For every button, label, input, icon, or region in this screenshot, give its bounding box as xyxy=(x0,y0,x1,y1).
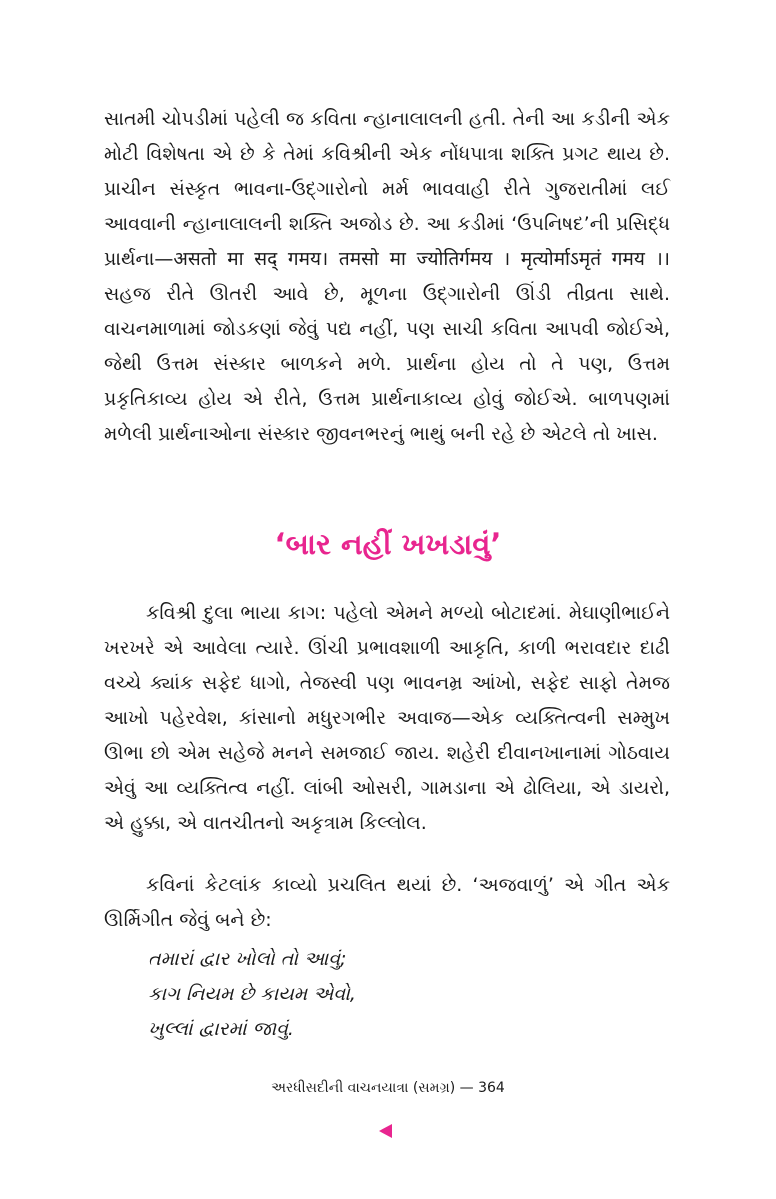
paragraph-2: કવિશ્રી દુલા ભાયા કાગ: પહેલો એમને મળ્યો બોટાદમાં. મેઘાણીભાઈને ખરખરે એ આવેલા ત્યારે. ઊંચી પ્રભાવશાળી આકૃતિ, કાળી ભરાવદાર દાઢી વચ્ચે ક્યાંક સફેદ ધાગો, તેજસ્વી પણ ભાવનમ્ર આંખો, સફેદ સાફો તેમજ આખો પહેરવેશ, કાંસાનો મધુરગભીર અવાજ—એક વ્યક્તિત્વની સમ્મુખ ઊભા છો એમ સહેજે મનને સમજાઈ જાય. શહેરી દીવાનખાનામાં ગોઠવાય એવું આ વ્યક્તિત્વ નહીં. લાંબી ઓસરી, ગામડાના એ ઢોલિયા, એ ડાયરો, એ હુક્કા, એ વાતચીતનો અકૃત્રામ કિલ્લોલ. xyxy=(104,602,670,834)
poem-line-1: તમારાં દ્વાર ખોલો તો આવું; xyxy=(148,948,347,970)
poem-line-3: ખુલ્લાં દ્વારમાં જાવું. xyxy=(148,1018,294,1040)
previous-page-arrow-icon[interactable] xyxy=(379,1124,392,1138)
page-footer: અરધીસદીની વાચનયાત્રા (સમગ્ર) — 364 xyxy=(271,1080,505,1096)
paragraph-1: સાતમી ચોપડીમાં પહેલી જ કવિતા ન્હાનાલાલની હતી. તેની આ કડીની એક મોટી વિશેષતા એ છે કે તેમાં કવિશ્રીની એક નોંધપાત્રા શક્તિ પ્રગટ થાય છે. પ્રાચીન સંસ્કૃત ભાવના-ઉદ્ગારોનો મર્મ ભાવવાહી રીતે ગુજરાતીમાં લઈ આવવાની ન્હાનાલાલની શક્તિ અજોડ છે. આ કડીમાં ‘ઉપનિષદ’ની પ્રસિદ્ધ પ્રાર્થના—असतो मा सद् गमय। तमसो मा ज्योतिर्गमय । मृत्योर्माऽमृतं गमय ।। સહજ રીતે ઊતરી આવે છે, મૂળના ઉદ્ગારોની ઊંડી તીવ્રતા સાથે. વાચનમાળામાં જોડકણાં જેવું પદ્ય નહીં, પણ સાચી કવિતા આપવી જોઈએ, જેથી ઉત્તમ સંસ્કાર બાળકને મળે. પ્રાર્થના હોય તો તે પણ, ઉત્તમ પ્રકૃતિકાવ્ય હોય એ રીતે, ઉત્તમ પ્રાર્થનાકાવ્ય હોવું જોઈએ. બાળપણમાં મળેલી પ્રાર્થનાઓના સંસ્કાર જીવનભરનું ભાથું બની રહે છે એટલે તો ખાસ. xyxy=(104,108,670,445)
paragraph-3: કવિનાં કેટલાંક કાવ્યો પ્રચલિત થયાં છે. ‘અજવાળું’ એ ગીત એક ઊર્મિગીત જેવું બને છે: xyxy=(104,874,670,931)
section-title: ‘બાર નહીં ખખડાવું’ xyxy=(274,527,502,561)
poem-line-2: કાગ નિયમ છે કાયમ એવો, xyxy=(148,983,356,1005)
poem-block xyxy=(148,942,356,1047)
